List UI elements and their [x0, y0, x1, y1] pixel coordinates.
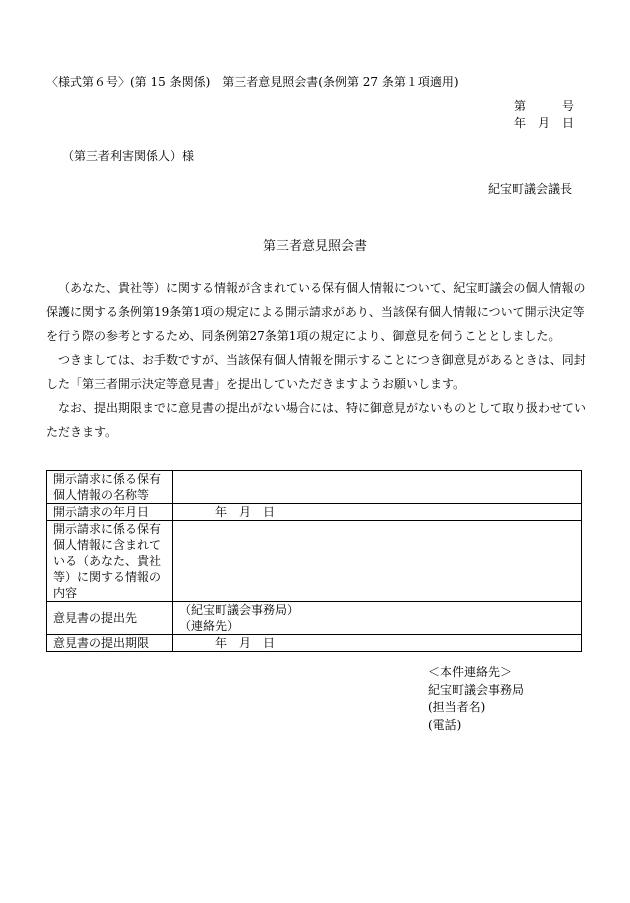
table-row	[47, 602, 582, 635]
form-header: 〈様式第６号〉(第 15 条関係) 第三者意見照会書(条例第 27 条第１項適用)	[46, 75, 459, 89]
table-row	[47, 635, 582, 652]
table-row	[47, 521, 582, 602]
row-value: 年 月 日	[173, 635, 582, 652]
contact-phone: (電話)	[428, 717, 462, 732]
table-row	[47, 504, 582, 521]
contact-office: 紀宝町議会事務局	[428, 682, 525, 697]
contact-block	[428, 664, 524, 734]
row-value	[173, 471, 582, 504]
document-title: 第三者意見照会書	[262, 239, 367, 254]
contact-person: (担当者名)	[428, 700, 486, 714]
document-date: 年 月 日	[514, 116, 575, 130]
row-value	[173, 521, 582, 602]
info-table	[46, 470, 582, 652]
contact-heading: ＜本件連絡先＞	[428, 665, 513, 679]
row-label: 開示請求の年月日	[47, 504, 173, 521]
body-paragraph: なお、提出期限までに意見書の提出がない場合には、特に御意見がないものとして取り扱わせていただきます。	[46, 401, 587, 439]
row-value	[173, 602, 582, 635]
addressee: （第三者利害関係人）様	[62, 149, 195, 163]
sender: 紀宝町議会議長	[487, 182, 572, 196]
row-value: 年 月 日	[173, 504, 582, 521]
body-paragraph: つきましては、お手数ですが、当該保有個人情報を開示することにつき御意見があるときは、同封した「第三者開示決定等意見書」を提出していただきますようお願いします。	[46, 353, 586, 391]
row-label: 開示請求に係る保有個人情報の名称等	[47, 471, 173, 504]
body-text	[46, 276, 586, 444]
row-label: 意見書の提出先	[47, 602, 173, 635]
document-number: 第 号	[514, 99, 575, 113]
row-label: 開示請求に係る保有個人情報に含まれている（あなた、貴社等）に関する情報の内容	[47, 521, 173, 602]
row-value-line: （連絡先）	[179, 619, 240, 633]
body-paragraph: （あなた、貴社等）に関する情報が含まれている保有個人情報について、紀宝町議会の個人情報の保護に関する条例第19条第1項の規定による開示請求があり、当該保有個人情報について開示決定等を行う際の参考とするため、同条例第27条第1項の規定により、御意見を伺うこととしました。	[46, 281, 586, 343]
table-row	[47, 471, 582, 504]
row-label: 意見書の提出期限	[47, 635, 173, 652]
row-value-line: （紀宝町議会事務局）	[179, 603, 300, 617]
